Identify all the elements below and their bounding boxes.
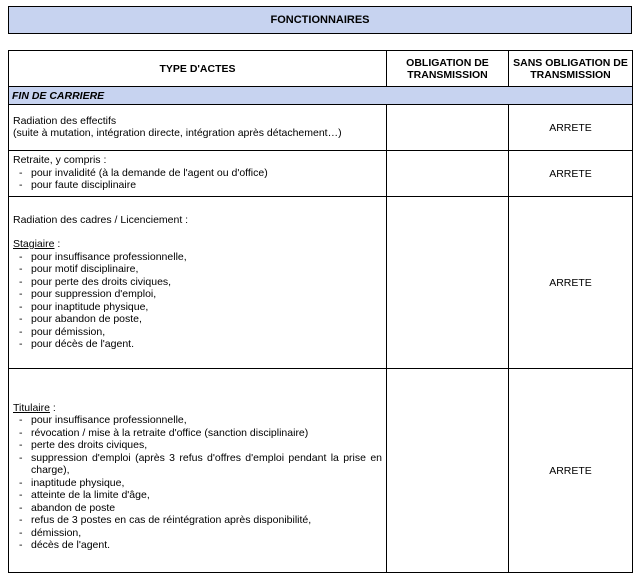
subtitle-stagiaire: Stagiaire [13, 238, 55, 250]
list-item: - suppression d'emploi (après 3 refus d'offres d'emploi pendant la prise en charge), [17, 452, 382, 477]
list-item: - pour inaptitude physique, [17, 301, 382, 314]
obligation-cell [387, 151, 509, 197]
row-text: (suite à mutation, intégration directe, intégration après détachement…) [13, 127, 342, 139]
row-subtitle [13, 402, 382, 415]
row-radiation-effectifs [9, 105, 387, 151]
row-text: Radiation des effectifs [13, 114, 117, 127]
table-row [9, 151, 633, 197]
table-row [9, 197, 633, 369]
list-item: - révocation / mise à la retraite d'office (sanction disciplinaire) [17, 427, 382, 440]
list-item: - perte des droits civiques, [17, 439, 382, 452]
sans-obligation-cell: ARRETE [509, 369, 633, 573]
row-intro: Radiation des cadres / Licenciement : [13, 213, 189, 226]
list-item: - décès de l'agent. [17, 539, 382, 552]
table-header-row [9, 51, 633, 87]
actes-table [8, 50, 633, 573]
header-obligation: OBLIGATION DE TRANSMISSION [387, 51, 509, 87]
sans-obligation-cell: ARRETE [509, 105, 633, 151]
list-item: - refus de 3 postes en cas de réintégration après disponibilité, [17, 514, 382, 527]
sans-obligation-cell: ARRETE [509, 197, 633, 369]
row-radiation-cadres-stagiaire [9, 197, 387, 369]
list-item: - abandon de poste [17, 502, 382, 515]
table-row [9, 105, 633, 151]
subtitle-suffix: : [49, 401, 56, 414]
item-list [13, 167, 382, 192]
list-item: - pour suppression d'emploi, [17, 288, 382, 301]
table-row [9, 369, 633, 573]
header-sans-obligation: SANS OBLIGATION DE TRANSMISSION [509, 51, 633, 87]
header-type-actes: TYPE D'ACTES [9, 51, 387, 87]
section-fin-de-carriere: FIN DE CARRIERE [9, 87, 633, 105]
page-title: FONCTIONNAIRES [8, 6, 632, 34]
list-item: - pour faute disciplinaire [17, 179, 382, 192]
section-row [9, 87, 633, 105]
list-item: - pour invalidité (à la demande de l'agent ou d'office) [17, 167, 382, 180]
list-item: - pour insuffisance professionnelle, [17, 251, 382, 264]
list-item: - démission, [17, 527, 382, 540]
subtitle-titulaire: Titulaire [13, 401, 50, 414]
list-item: - atteinte de la limite d'âge, [17, 489, 382, 502]
list-item: - pour perte des droits civiques, [17, 276, 382, 289]
row-retraite [9, 151, 387, 197]
obligation-cell [387, 105, 509, 151]
row-radiation-cadres-titulaire [9, 369, 387, 573]
list-item: - pour abandon de poste, [17, 313, 382, 326]
list-item: - inaptitude physique, [17, 477, 382, 490]
obligation-cell [387, 369, 509, 573]
list-item: - pour démission, [17, 326, 382, 339]
sans-obligation-cell: ARRETE [509, 151, 633, 197]
list-item: - pour décès de l'agent. [17, 338, 382, 351]
row-subtitle [13, 238, 382, 251]
list-item: - pour motif disciplinaire, [17, 263, 382, 276]
item-list [13, 414, 382, 552]
list-item: - pour insuffisance professionnelle, [17, 414, 382, 427]
obligation-cell [387, 197, 509, 369]
item-list [13, 251, 382, 351]
subtitle-suffix: : [54, 238, 61, 250]
row-intro: Retraite, y compris : [13, 154, 107, 167]
